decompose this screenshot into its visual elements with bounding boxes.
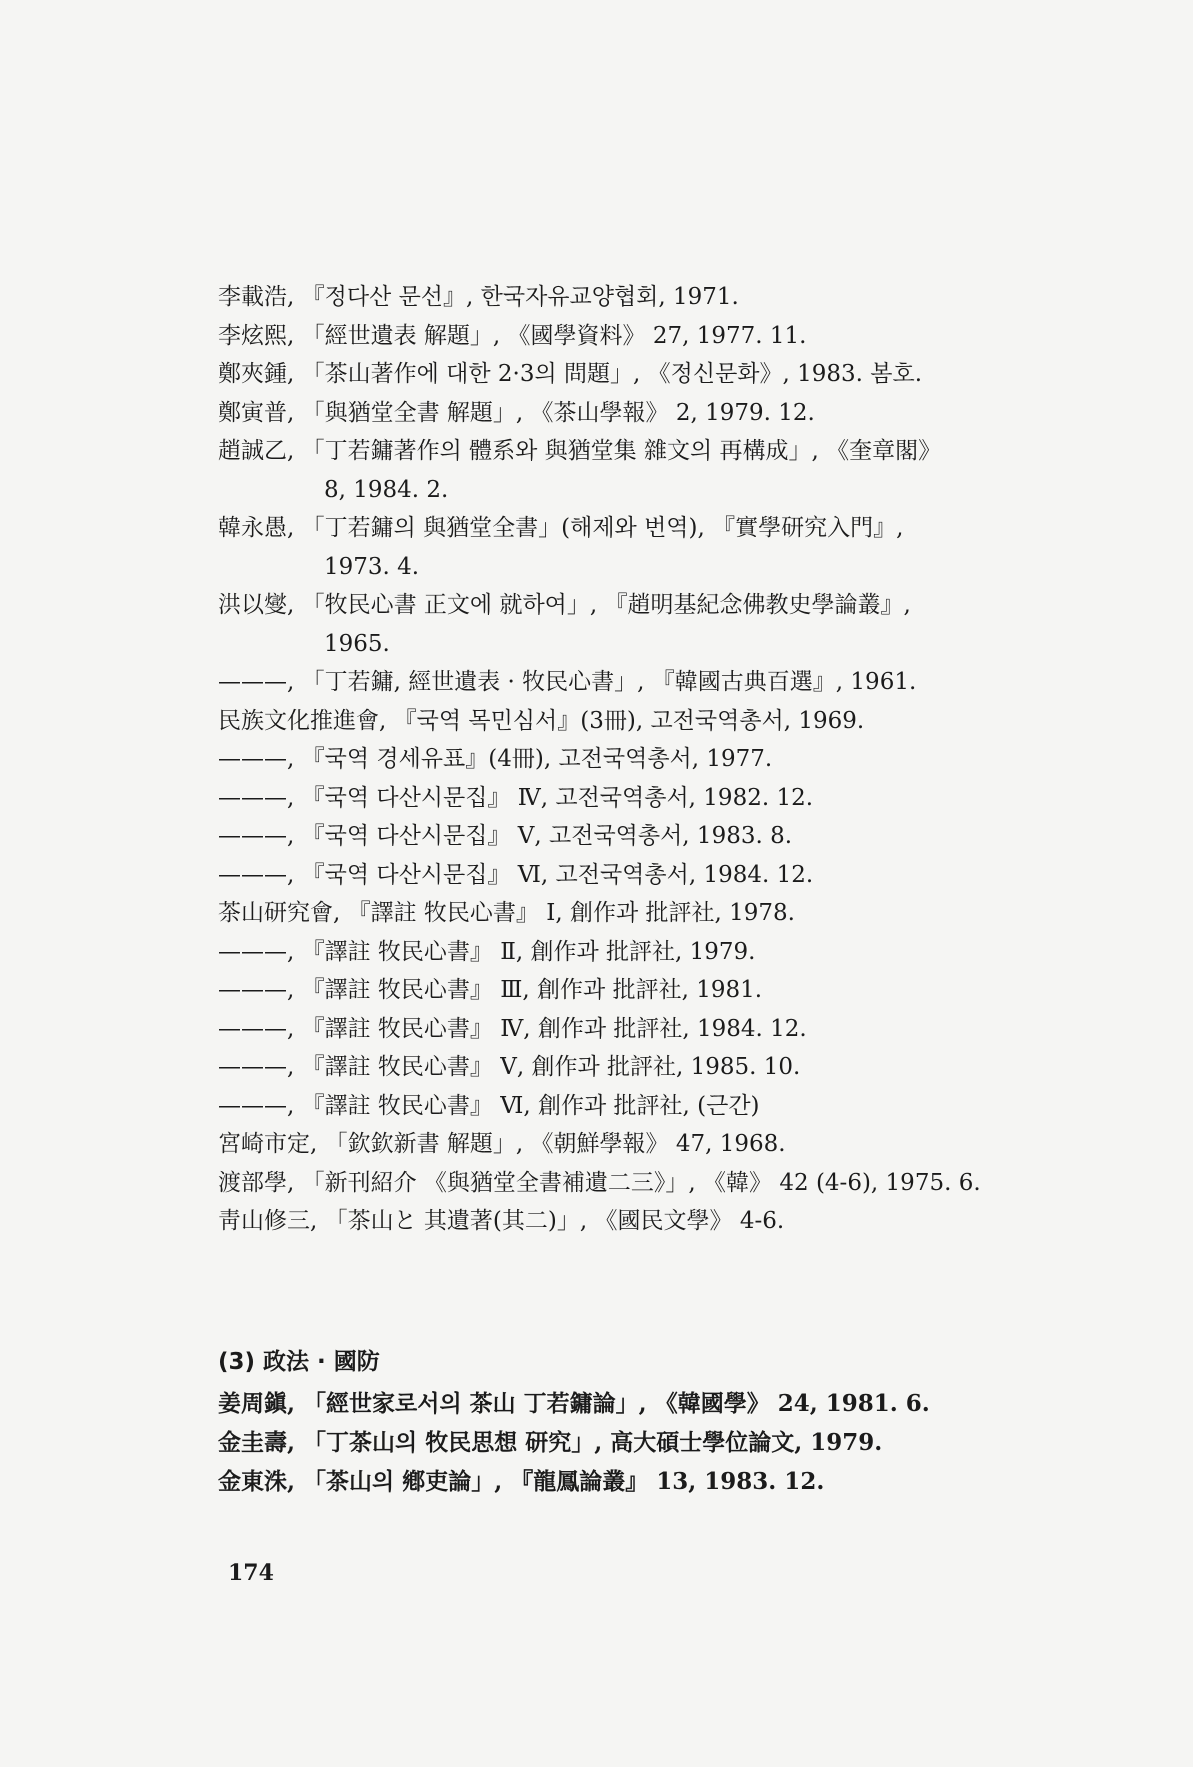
bibliography-entry: 趙誠乙, 「丁若鏞著作의 體系와 與猶堂集 雜文의 再構成」, 《奎章閣》 <box>218 438 942 464</box>
bibliography-entry: 渡部學, 「新刊紹介 《與猶堂全書補遺二三》」, 《韓》 42 (4-6), 1975. 6. <box>218 1169 981 1196</box>
section-politics-defense <box>218 1342 1038 1501</box>
bibliography-entry: ———, 『국역 다산시문집』 Ⅳ, 고전국역총서, 1982. 12. <box>218 784 814 811</box>
bibliography-entry: 姜周鎭, 「經世家로서의 茶山 丁若鏞論」, 《韓國學》 24, 1981. 6. <box>218 1390 930 1417</box>
bibliography-entry: 靑山修三, 「茶山と 其遺著(其二)」, 《國民文學》 4-6. <box>218 1208 785 1234</box>
bibliography-entry: 金東洙, 「茶山의 鄕吏論」, 『龍鳳論叢』 13, 1983. 12. <box>218 1468 825 1495</box>
bibliography-entry-continuation: 1973. 4. <box>324 553 420 580</box>
bibliography-entry: ———, 『譯註 牧民心書』 Ⅲ, 創作과 批評社, 1981. <box>218 977 763 1003</box>
bibliography-entry: 宮崎市定, 「欽欽新書 解題」, 《朝鮮學報》 47, 1968. <box>218 1131 786 1157</box>
bibliography-entry: ———, 『국역 다산시문집』 Ⅴ, 고전국역총서, 1983. 8. <box>218 823 793 849</box>
bibliography-entry: ———, 『譯註 牧民心書』 Ⅳ, 創作과 批評社, 1984. 12. <box>218 1015 807 1042</box>
bibliography-entry: 鄭寅普, 「與猶堂全書 解題」, 《茶山學報》 2, 1979. 12. <box>218 399 815 426</box>
bibliography-entry: ———, 『譯註 牧民心書』 Ⅱ, 創作과 批評社, 1979. <box>218 938 756 965</box>
bibliography-entry: 李炫熙, 「經世遺表 解題」, 《國學資料》 27, 1977. 11. <box>218 322 807 349</box>
bibliography-entry: 洪以燮, 「牧民心書 正文에 就하여」, 『趙明基紀念佛教史學論叢』, <box>218 592 911 618</box>
bibliography-entry: ———, 『譯註 牧民心書』 Ⅵ, 創作과 批評社, (근간) <box>218 1092 760 1119</box>
bibliography-entry: 鄭夾鍾, 「茶山著作에 대한 2·3의 問題」, 《정신문화》, 1983. 봄호. <box>218 361 923 387</box>
bibliography-entry-continuation: 1965. <box>324 630 390 657</box>
bibliography-entry: 韓永愚, 「丁若鏞의 與猶堂全書」(해제와 번역), 『實學研究入門』, <box>218 515 904 541</box>
bibliography-list <box>218 278 1038 1241</box>
section-heading: (3) 政法 · 國防 <box>218 1349 380 1375</box>
page-number: 174 <box>228 1560 274 1586</box>
bibliography-entry: 民族文化推進會, 『국역 목민심서』(3冊), 고전국역총서, 1969. <box>218 707 865 734</box>
bibliography-entry: ———, 「丁若鏞, 經世遺表 · 牧民心書」, 『韓國古典百選』, 1961. <box>218 669 917 695</box>
bibliography-entry-continuation: 8, 1984. 2. <box>324 476 449 503</box>
bibliography-entry: ———, 『譯註 牧民心書』 Ⅴ, 創作과 批評社, 1985. 10. <box>218 1054 801 1080</box>
bibliography-entry: 金圭壽, 「丁茶山의 牧民思想 研究」, 高大碩士學位論文, 1979. <box>218 1429 883 1456</box>
bibliography-entry: ———, 『국역 다산시문집』 Ⅵ, 고전국역총서, 1984. 12. <box>218 861 814 888</box>
bibliography-entry: 茶山研究會, 『譯註 牧民心書』 Ⅰ, 創作과 批評社, 1978. <box>218 900 795 926</box>
bibliography-entry: 李載浩, 『정다산 문선』, 한국자유교양협회, 1971. <box>218 284 739 310</box>
bibliography-entry: ———, 『국역 경세유표』(4冊), 고전국역총서, 1977. <box>218 746 773 772</box>
